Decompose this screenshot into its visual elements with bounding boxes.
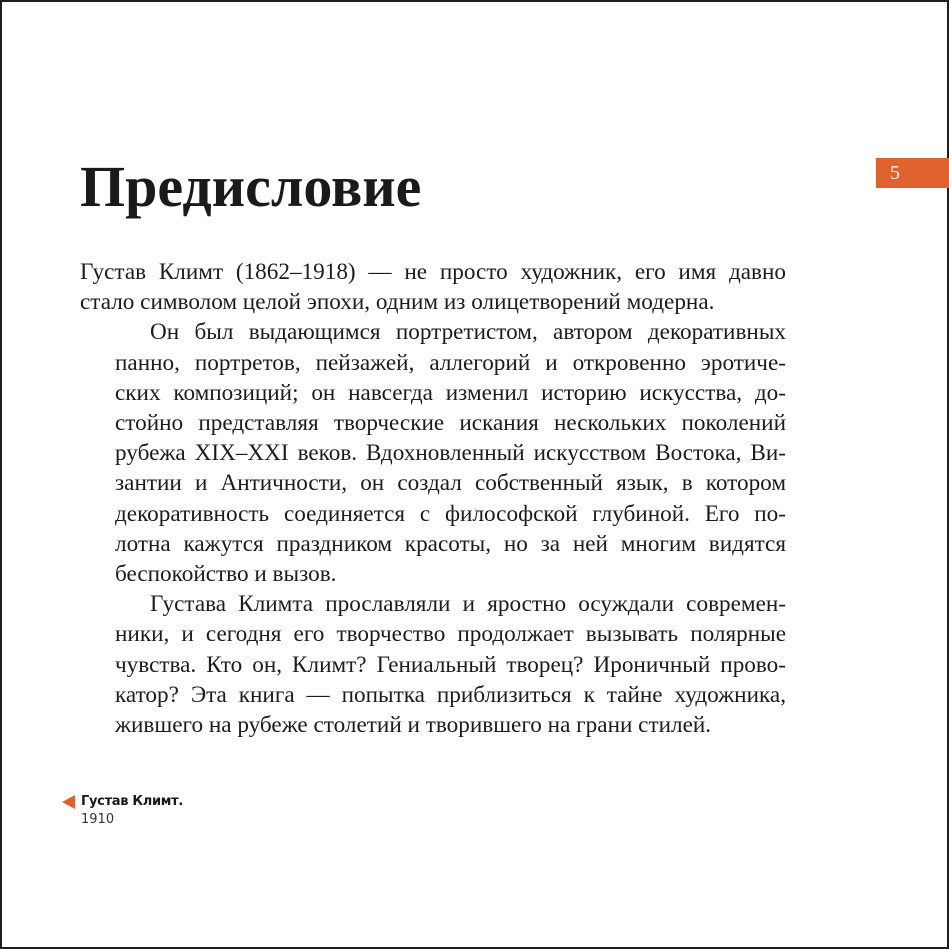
text-line: Он был выдающимся портретистом, автором декоративных	[150, 319, 786, 346]
text-line: стойно представляя творческие искания нескольких поколений	[115, 410, 786, 437]
paragraph-1	[80, 257, 786, 317]
caption-year: 1910	[81, 812, 115, 827]
text-line: жившего на рубеже столетий и творившего на грани стилей.	[115, 712, 712, 739]
caption-title: Густав Климт.	[81, 794, 183, 809]
text-line: Густав Климт (1862–1918) — не просто художник, его имя давно	[80, 259, 786, 285]
text-line: рубежа XIX–XXI веков. Вдохновленный искусством Востока, Ви-	[115, 440, 786, 467]
text-line: чувства. Кто он, Климт? Гениальный творец? Ироничный прово-	[115, 651, 786, 678]
image-caption	[62, 794, 183, 827]
text-line: стало символом целой эпохи, одним из олицетворений модерна.	[80, 289, 715, 316]
body-text	[80, 257, 786, 740]
paragraph-2	[80, 317, 786, 589]
text-line: катор? Эта книга — попытка приблизиться к тайне художника,	[115, 681, 786, 708]
triangle-left-icon	[62, 795, 75, 809]
text-line: лотна кажутся праздником красоты, но за ней многим видятся	[115, 530, 786, 557]
text-line: зантии и Античности, он создал собственный язык, в котором	[115, 470, 786, 497]
text-line: панно, портретов, пейзажей, аллегорий и откровенно эротиче-	[115, 349, 786, 376]
text-line: беспокойство и вызов.	[115, 561, 337, 588]
text-line: декоративность соединяется с философской глубиной. Его по-	[115, 500, 786, 527]
page-title: Предисловие	[80, 154, 422, 219]
page-number: 5	[890, 162, 900, 184]
page-number-badge	[876, 158, 949, 188]
text-line: ники, и сегодня его творчество продолжает вызывать полярные	[115, 621, 786, 648]
text-line: Густава Климта прославляли и яростно осуждали современ-	[150, 591, 786, 618]
paragraph-3	[80, 589, 786, 740]
text-line: ских композиций; он навсегда изменил историю искусства, до-	[115, 379, 786, 406]
